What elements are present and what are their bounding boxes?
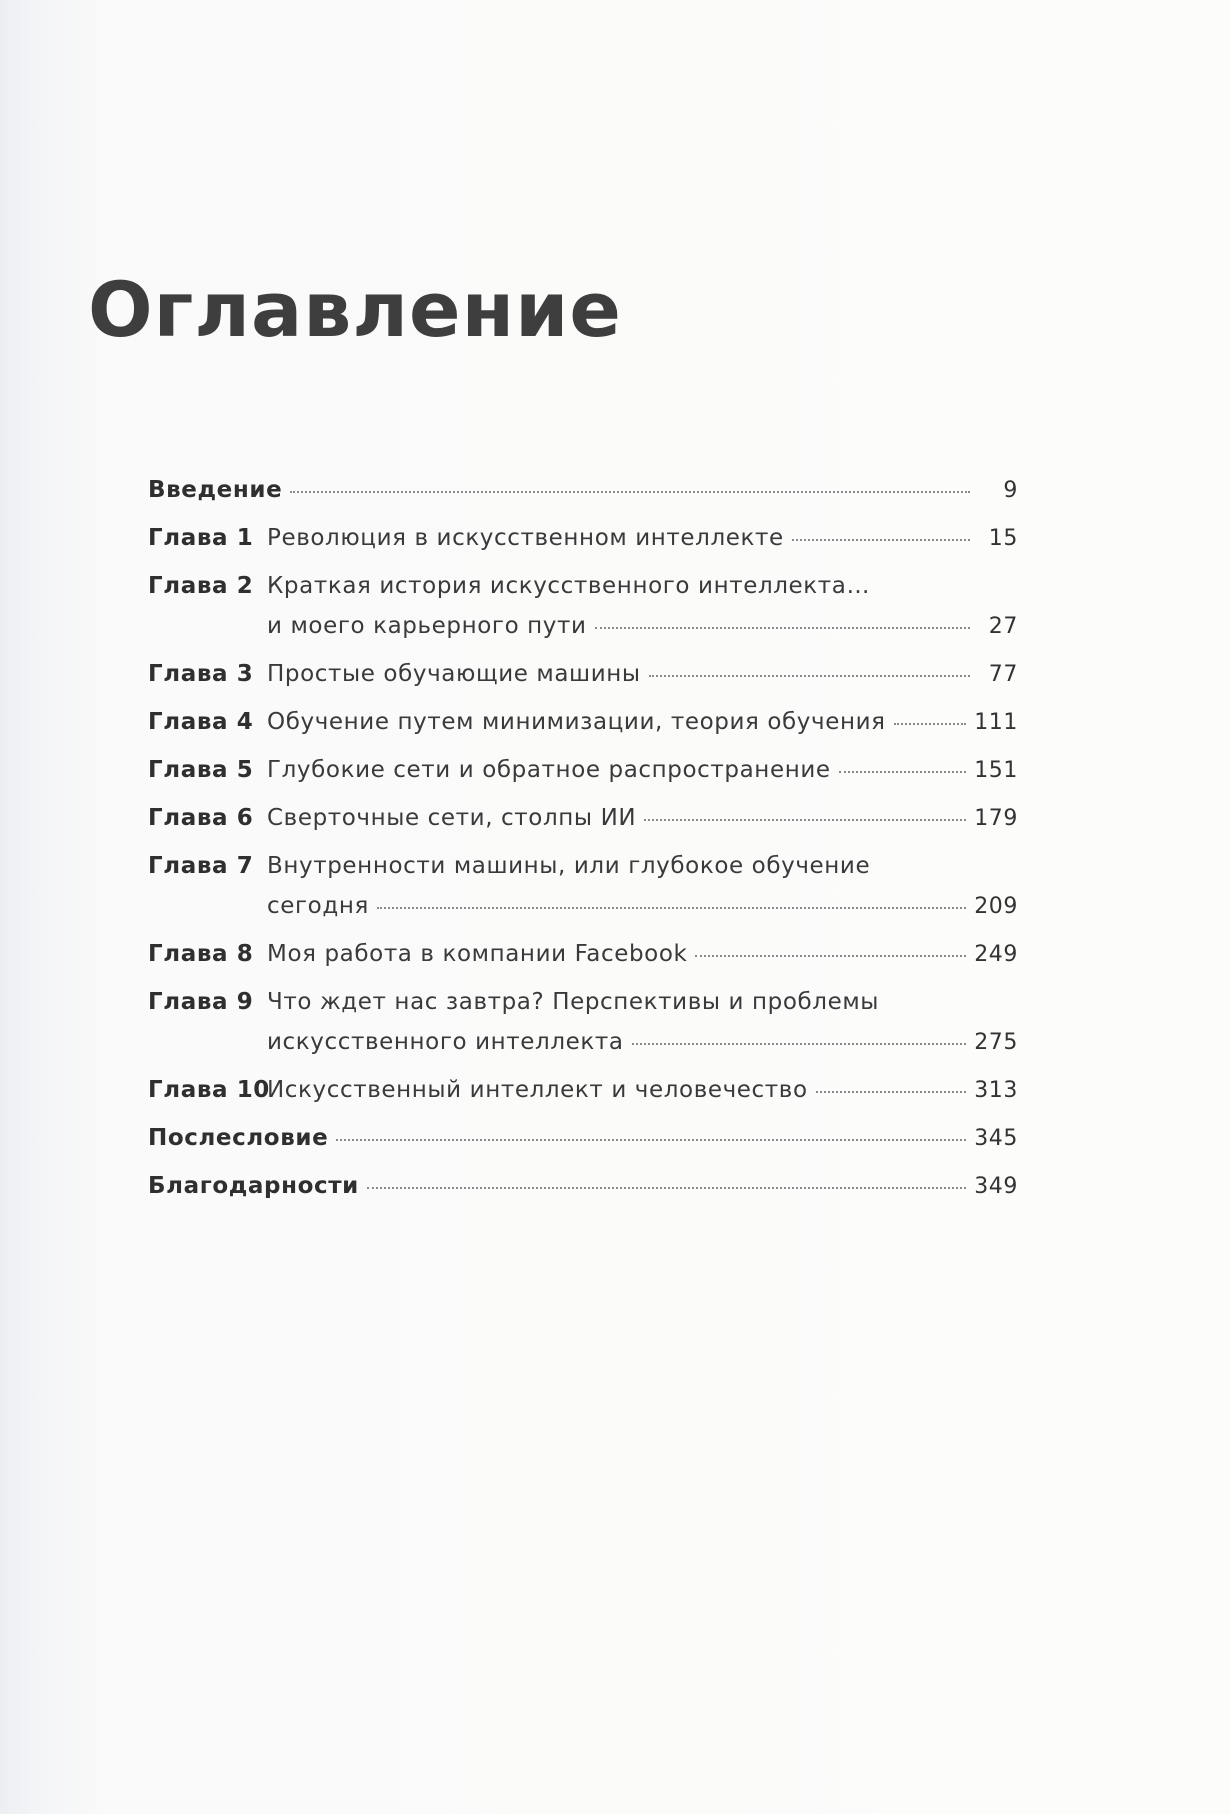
page-title: Оглавление — [88, 265, 622, 354]
table-of-contents — [148, 470, 1018, 1207]
chapter-label: Глава 6 — [148, 805, 254, 831]
entry-title-line-1: Внутренности машины, или глубокое обучение — [267, 853, 871, 879]
toc-entry-chapter-2[interactable] — [148, 566, 1018, 647]
dot-leader — [632, 1042, 967, 1045]
chapter-label: Глава 5 — [148, 757, 254, 783]
toc-entry-chapter-6[interactable] — [148, 798, 1018, 839]
chapter-label: Глава 3 — [148, 661, 254, 687]
toc-entry-introduction[interactable] — [148, 470, 1018, 511]
toc-entry-acknowledgements[interactable] — [148, 1166, 1018, 1207]
entry-title: Обучение путем минимизации, теория обучения — [267, 709, 886, 735]
entry-title-line-2: и моего карьерного пути — [267, 613, 587, 639]
page-number: 345 — [974, 1126, 1018, 1151]
chapter-label: Глава 9 — [148, 989, 254, 1015]
toc-entry-chapter-9[interactable] — [148, 982, 1018, 1063]
page-number: 9 — [1003, 478, 1018, 503]
dot-leader — [649, 674, 970, 677]
dot-leader — [336, 1138, 966, 1141]
toc-entry-chapter-3[interactable] — [148, 654, 1018, 695]
dot-leader — [644, 818, 966, 821]
page-number: 313 — [974, 1078, 1018, 1103]
entry-title-line-2: искусственного интеллекта — [267, 1029, 624, 1055]
page-number: 15 — [988, 526, 1018, 551]
entry-title: Глубокие сети и обратное распространение — [267, 757, 831, 783]
entry-title: Моя работа в компании Facebook — [267, 941, 688, 967]
toc-entry-chapter-10[interactable] — [148, 1070, 1018, 1111]
toc-entry-afterword[interactable] — [148, 1118, 1018, 1159]
entry-title: Революция в искусственном интеллекте — [267, 525, 784, 551]
page-number: 27 — [988, 614, 1018, 639]
entry-title-line-1: Краткая история искусственного интеллекта… — [267, 573, 871, 599]
dot-leader — [367, 1186, 966, 1189]
chapter-label: Глава 10 — [148, 1077, 270, 1103]
entry-title: Введение — [148, 477, 283, 503]
page-number: 111 — [974, 710, 1018, 735]
page-number: 179 — [974, 806, 1018, 831]
entry-title: Сверточные сети, столпы ИИ — [267, 805, 637, 831]
dot-leader — [839, 770, 967, 773]
dot-leader — [290, 490, 970, 493]
page-number: 151 — [974, 758, 1018, 783]
dot-leader — [695, 954, 966, 957]
page-number: 249 — [974, 942, 1018, 967]
entry-title-line-2: сегодня — [267, 893, 369, 919]
chapter-label: Глава 4 — [148, 709, 254, 735]
dot-leader — [792, 538, 970, 541]
chapter-label: Глава 2 — [148, 573, 254, 599]
chapter-label: Глава 8 — [148, 941, 254, 967]
toc-entry-chapter-8[interactable] — [148, 934, 1018, 975]
page-number: 77 — [988, 662, 1018, 687]
page-number: 275 — [974, 1030, 1018, 1055]
dot-leader — [595, 626, 970, 629]
chapter-label: Глава 1 — [148, 525, 254, 551]
entry-title: Искусственный интеллект и человечество — [267, 1077, 808, 1103]
entry-title-line-1: Что ждет нас завтра? Перспективы и проблемы — [267, 989, 880, 1015]
toc-entry-chapter-1[interactable] — [148, 518, 1018, 559]
chapter-label: Глава 7 — [148, 853, 254, 879]
page-number: 349 — [974, 1174, 1018, 1199]
page-number: 209 — [974, 894, 1018, 919]
dot-leader — [816, 1090, 967, 1093]
toc-entry-chapter-5[interactable] — [148, 750, 1018, 791]
dot-leader — [377, 906, 966, 909]
toc-entry-chapter-7[interactable] — [148, 846, 1018, 927]
entry-title: Простые обучающие машины — [267, 661, 641, 687]
dot-leader — [894, 722, 967, 725]
entry-title: Благодарности — [148, 1173, 359, 1199]
entry-title: Послесловие — [148, 1125, 329, 1151]
toc-entry-chapter-4[interactable] — [148, 702, 1018, 743]
